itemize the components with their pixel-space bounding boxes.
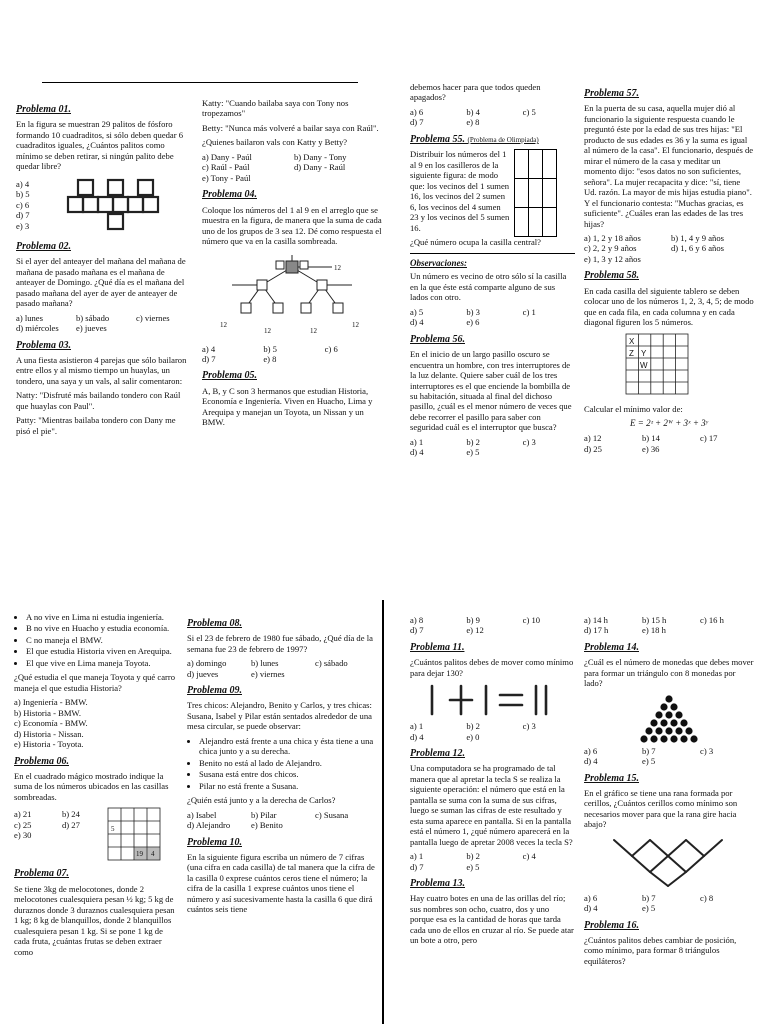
problem-01-options: a) 4 b) 5 c) 6 d) 7 e) 3 bbox=[16, 178, 30, 231]
five-by-five-board bbox=[584, 332, 754, 398]
problem-05-text: A, B, y C son 3 hermanos que estudian Historia, Economía e Ingeniería. Viven en Huacho, Lima y Arequipa y manejan un Toyota, un Nissan y un BMW. bbox=[202, 385, 373, 428]
problem-57-text: En la puerta de su casa, aquella mujer dió al funcionario la siguiente respuesta cuando le preguntó éste por la edad de sus tres hijas: "El producto de sus edades es 36 y la suma es igual al número de la casa". El funcionario, después de mirar el número de la casa y meditar un momento dijo: "esos datos no son suficientes, señora". La mujer recapacita y dice: "sí, tiene Ud. razón. La mayor de mis hijas estudia piano". Y el funcionario contesta: "Muchas gracias, es suficiente". ¿Cuáles eran las edades de las tres hijas? bbox=[584, 103, 754, 229]
label-12-a: 12 bbox=[334, 263, 341, 272]
problem-03-katty: Katty: "Cuando bailaba saya con Tony nos tropezamos" bbox=[202, 98, 349, 119]
problem-08-text: Si el 23 de febrero de 1980 fue sábado, ¿Qué día de la semana fue 23 de febrero de 1997? bbox=[187, 633, 373, 654]
problem-58-formula: E = 2ᶻ + 2ᵂ + 3ˣ + 3ʸ bbox=[630, 418, 708, 429]
board-w: W bbox=[640, 360, 648, 370]
problem-58-title: Problema 58. bbox=[584, 270, 639, 282]
column-top-left bbox=[16, 98, 192, 440]
problem-09-question: ¿Quién está junto y a la derecha de Carlos? bbox=[187, 795, 336, 806]
problem-03-patty: Patty: "Mientras bailaba tondero con Dany me pisó el pie". bbox=[16, 415, 176, 436]
problem-14-options: a) 6 b) 7 c) 3 d) 4 e) 5 bbox=[584, 745, 714, 767]
problem-15-text: En el gráfico se tiene una rana formada por cerillos, ¿Cuántos cerillos como mínimo son necesarios mover para que la rana gire hacia abajo? bbox=[584, 787, 738, 830]
problem-01-title: Problema 01. bbox=[16, 104, 71, 115]
problem-14-text: ¿Cuál es el número de monedas que debes mover para formar un triángulo con 8 monedas por lado? bbox=[584, 657, 754, 689]
column-top-right-b bbox=[584, 82, 754, 458]
column-bottom-mid bbox=[187, 612, 375, 919]
magic-cell-4: 4 bbox=[151, 850, 155, 859]
problem-56-options: a) 1 b) 2 c) 3 d) 4 e) 5 bbox=[410, 436, 536, 458]
problem-03-title: Problema 03. bbox=[16, 339, 71, 351]
magic-square bbox=[106, 806, 162, 862]
problem-14-title: Problema 14. bbox=[584, 641, 639, 653]
problem-04-text: Coloque los números del 1 al 9 en el arreglo que se muestra en la figura, de manera que la suma de cada uno de los grupos de 3 sea 12. Dé como respuesta el número que va en la casilla sombreada. bbox=[202, 204, 382, 247]
problem-11-options: a) 1 b) 2 c) 3 d) 4 e) 0 bbox=[410, 721, 536, 742]
problem-07-title: Problema 07. bbox=[14, 868, 69, 880]
problem-12-title: Problema 12. bbox=[410, 748, 465, 760]
board-z: Z bbox=[629, 348, 634, 358]
column-top-right-a bbox=[410, 82, 575, 462]
problem-03-text: A una fiesta asistieron 4 parejas que sólo bailaron entre ellos y al mismo tiempo un huaylas, un tondero, una saya y un vals, al salir comentaron: bbox=[16, 354, 187, 386]
problem-03-options: a) Dany - Paúl b) Dany - Tony c) Raúl - Paúl d) Dany - Raúl e) Tony - Paúl bbox=[202, 151, 347, 183]
problem-54-options: a) 6 b) 4 c) 5 d) 7 e) 8 bbox=[410, 106, 536, 128]
problem-58-calc: Calcular el mínimo valor de: bbox=[584, 403, 683, 414]
problem-01-text: En la figura se muestran 29 palitos de fósforo formando 10 cuadraditos, si sólo deben quedar 6 cuadraditos iguales, ¿Cuántos palitos como mínimo se deben retirar, si ningún palito debe quedar libre? bbox=[16, 119, 184, 172]
problem-57-title: Problema 57. bbox=[584, 88, 639, 99]
problem-13-title: Problema 13. bbox=[410, 878, 465, 890]
magic-cell-5: 5 bbox=[111, 825, 115, 834]
problem-13-text: Hay cuatro botes en una de las orillas del río; sus nombres son ocho, cuatro, dos y uno porque esa es la cantidad de horas que tarda cada uno de ellos en cruzar al río. Se puede atar un bote a otro, pero bbox=[410, 893, 574, 946]
problem-16-title: Problema 16. bbox=[584, 919, 639, 931]
problem-05-bullets: • A no vive en Lima ni estudia ingeniería. • B no vive en Huacho y estudia economía. • C no maneja el BMW. • El que estudia Historia viven en Arequipa. • El que vive en Lima maneja Toyota. bbox=[14, 612, 180, 668]
problem-06-text: En el cuadrado mágico mostrado indique la suma de los números ubicados en las casillas sombreadas. bbox=[14, 771, 169, 802]
board-y: Y bbox=[641, 348, 647, 358]
label-12-d: 12 bbox=[310, 326, 317, 335]
problem-13-options: a) 14 h b) 15 h c) 16 h d) 17 h e) 18 h bbox=[584, 615, 724, 636]
problem-10-options: a) 8 b) 9 c) 10 d) 7 e) 12 bbox=[410, 615, 541, 636]
problem-56-text: En el inicio de un largo pasillo oscuro se encuentra un hombre, con tres interruptores de la luz delante. Quiere saber cuál de los tres interruptores es el que enciende la bombilla de su habitación, situada al final del dichoso pasillo, ¿cuál es el menor número de veces que debe recorrer el pasillo para saber con seguridad cuál es el interruptor que busca? bbox=[410, 349, 572, 433]
problem-03-natty: Natty: "Disfruté más bailando tondero con Raúl que huaylas con Paul". bbox=[16, 390, 181, 411]
problem-10-text: En la siguiente figura escriba un número de 7 cifras (una cifra en cada casilla) de tal manera que la cifra de la casilla 0 exprese cuántos ceros tiene el número; la cifra de la casilla 1 exprese cuántos unos tiene el número y así sucesivamente hasta la casilla 6 que dirá cuántos seis tiene bbox=[187, 851, 375, 915]
problem-57-options: a) 1, 2 y 18 años b) 1, 4 y 9 años c) 2, 2 y 9 años d) 1, 6 y 6 años e) 1, 3 y 12 años bbox=[584, 233, 724, 264]
observaciones-title: Observaciones: bbox=[410, 258, 467, 269]
problem-11-title: Problema 11. bbox=[410, 641, 465, 653]
problem-03-question: ¿Quienes bailaron vals con Katty y Betty? bbox=[202, 137, 348, 148]
problem-58-options: a) 12 b) 14 c) 17 d) 25 e) 36 bbox=[584, 433, 718, 454]
problem-03-betty: Betty: "Nunca más volveré a bailar saya con Raúl". bbox=[202, 122, 379, 133]
column-bottom-left bbox=[14, 612, 180, 961]
problem-08-options: a) domingo b) lunes c) sábado d) jueves e) viernes bbox=[187, 658, 348, 679]
problem-07-text: Se tiene 3kg de melocotones, donde 2 melocotones cualesquiera pesan ½ kg; 5 kg de duraznos donde 3 duraznos cualesquiera pesan 1 kg; 8 kg de blanquillos, donde 2 blanquillos cualesquiera pesan 1 kg. Si se pone 1 kg de cada fruta, ¿cuántas frutas se deben extraer como bbox=[14, 883, 175, 957]
board-x: X bbox=[629, 336, 635, 346]
problem-56-title: Problema 56. bbox=[410, 333, 465, 345]
problem-08-title: Problema 08. bbox=[187, 618, 242, 629]
problem-55-options: a) 5 b) 3 c) 1 d) 4 e) 6 bbox=[410, 306, 536, 328]
frog-matchstick-figure bbox=[584, 834, 754, 890]
problem-05-options: a) Ingeniería - BMW. b) Historia - BMW. c) Economía - BMW. d) Historia - Nissan. e) Historia - Toyota. bbox=[14, 697, 88, 750]
column-divider bbox=[382, 600, 384, 1024]
problem-11-text: ¿Cuántos palitos debes de mover como mínimo para dejar 130? bbox=[410, 657, 574, 678]
label-12-c: 12 bbox=[264, 326, 271, 335]
problem-05-question: ¿Qué estudia el que maneja Toyota y qué carro maneja el que estudia Historia? bbox=[14, 672, 176, 693]
problem-09-text: Tres chicos: Alejandro, Benito y Carlos, y tres chicas: Susana, Isabel y Pilar están sentados alrededor de una mesa circular, se puede observar: bbox=[187, 700, 372, 732]
problem-58-text: En cada casilla del siguiente tablero se deben colocar uno de los números 1, 2, 3, 4, 5; de modo que en cada fila, en cada columna y en cada diagonal figuren los 5 números. bbox=[584, 285, 754, 328]
problem-10-title: Problema 10. bbox=[187, 836, 242, 848]
problem-04-title: Problema 04. bbox=[202, 189, 257, 201]
problem-15-title: Problema 15. bbox=[584, 772, 639, 784]
problem-09-title: Problema 09. bbox=[187, 685, 242, 697]
problem-02-text: Si el ayer del anteayer del mañana del mañana de mañana de pasado mañana es el mañana de anteayer de Domingo. ¿Qué día es el mañana del pasado mañana del ayer de ayer de anteayer de pasado mañana? bbox=[16, 256, 186, 309]
problem-09-options: a) Isabel b) Pilar c) Susana d) Alejandro e) Benito bbox=[187, 809, 349, 831]
label-12-e: 12 bbox=[352, 320, 359, 329]
top-rule bbox=[42, 82, 358, 83]
problem-02-title: Problema 02. bbox=[16, 241, 71, 253]
label-12-b: 12 bbox=[220, 320, 227, 329]
problem-04-options: a) 4 b) 5 c) 6 d) 7 e) 8 bbox=[202, 343, 338, 364]
sum-twelve-figure bbox=[202, 251, 382, 341]
problem-55-question: ¿Qué número ocupa la casilla central? bbox=[410, 237, 541, 247]
problem-02-options: a) lunes b) sábado c) viernes d) miércoles e) jueves bbox=[16, 312, 170, 334]
matchstick-squares-figure bbox=[66, 176, 166, 234]
column-bottom-right-a bbox=[410, 612, 575, 950]
coin-triangle-figure bbox=[584, 693, 754, 743]
problem-09-bullets: • Alejandro está frente a una chica y ésta tiene a una chica junto y a su derecha. • Benito no está al lado de Alejandro. • Susana está entre dos chicos. • Pilar no está frente a Susana. bbox=[187, 736, 375, 791]
problem-05-title: Problema 05. bbox=[202, 370, 257, 382]
problem-12-text: Una computadora se ha programado de tal manera que al apretar la tecla S se realiza la siguiente operación: el número que está en la pantalla se suma con la suma de sus cifras, luego se suman las cifras de este resultado y esta suma aparece en pantalla. Si en la pantalla está el número 1, ¿qué número aparecerá en la pantalla luego de apretar 2008 veces la tecla S? bbox=[410, 763, 573, 847]
column-bottom-right-b bbox=[584, 612, 754, 970]
magic-cell-19: 19 bbox=[136, 850, 143, 859]
problem-55-title: Problema 55. (Problema de Olimpiada) bbox=[410, 133, 539, 145]
problem-15-options: a) 6 b) 7 c) 8 d) 4 e) 5 bbox=[584, 892, 714, 914]
problem-55-grid bbox=[514, 149, 557, 237]
problem-06-title: Problema 06. bbox=[14, 755, 69, 767]
problem-06-options: a) 21 b) 24 c) 25 d) 27 e) 30 bbox=[14, 809, 80, 841]
problem-12-options: a) 1 b) 2 c) 4 d) 7 e) 5 bbox=[410, 851, 536, 872]
problem-55-text: Distribuir los números del 1 al 9 en los casilleros de la siguiente figura: de modo que: los vecinos del 1 sumen 16, los vecinos del 2 sumen 6, los vecinos del 4 sumen 23 y los vecinos del 5 sumen 16. bbox=[410, 149, 510, 233]
problem-54-text: debemos hacer para que todos queden apagados? bbox=[410, 82, 541, 103]
problem-16-text: ¿Cuántos palitos debes cambiar de posición, como mínimo, para formar 8 triángulos equiláteros? bbox=[584, 934, 737, 966]
matchstick-130-figure bbox=[410, 682, 575, 718]
observaciones-text: Un número es vecino de otro sólo sí la casilla en la que éste está comparte alguno de sus lados con otro. bbox=[410, 271, 567, 303]
column-top-mid bbox=[202, 98, 382, 432]
